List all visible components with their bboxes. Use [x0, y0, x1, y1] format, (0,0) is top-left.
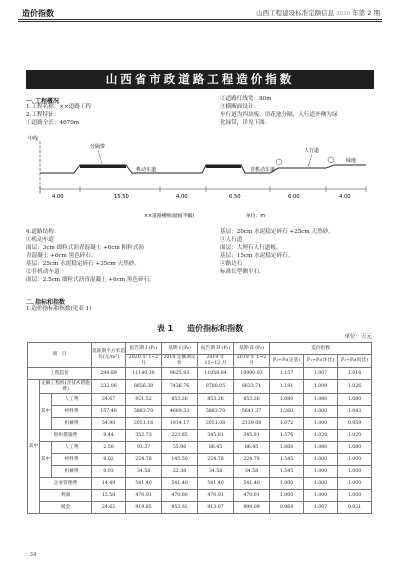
- cell: 8780.05: [198, 380, 234, 394]
- cell: 1.157: [270, 368, 304, 380]
- cell: 1.260: [270, 406, 304, 418]
- cell: 6.02: [92, 454, 126, 466]
- dim-6: 4.00: [339, 194, 351, 200]
- nonmotor-lane-label: 非机动车道: [250, 167, 276, 173]
- cell: 8633.71: [234, 380, 270, 394]
- cell: 913.07: [198, 502, 234, 514]
- header-index-fixed: P₁÷P₀(定基): [270, 355, 304, 368]
- cell: 14.49: [92, 478, 126, 490]
- cell: 223.85: [162, 430, 198, 442]
- table-row: [28, 490, 372, 502]
- cell: 145.50: [162, 454, 198, 466]
- header-report: 报告期 I (P₁): [126, 343, 162, 355]
- structure-right-1: 基层：20cm 水泥稳定碎石 +25cm 天然砂。: [220, 229, 334, 235]
- journal-year: 2020: [336, 11, 351, 17]
- cell: 9.44: [92, 430, 126, 442]
- cell: 470.01: [234, 490, 270, 502]
- cell: 919.85: [126, 502, 162, 514]
- header-base2-sub: 2019 年 1~2 月: [234, 355, 270, 368]
- cell: 1.080: [338, 394, 372, 406]
- cell: 345.81: [234, 430, 270, 442]
- green-belt-label: 绿地: [346, 158, 357, 164]
- cross-section-desc-1: 车行道为四块板，用花池分隔，人行道外侧为绿: [220, 112, 338, 118]
- cell: 1.545: [270, 454, 304, 466]
- cell: 34.58: [234, 466, 270, 478]
- structure-right-5: ④路边石: [220, 261, 243, 267]
- overview-heading: 一､工程概况: [26, 98, 60, 105]
- row-label: 工程造价: [28, 368, 92, 380]
- cross-section-heading: ③横断面设计：: [220, 104, 260, 110]
- row-label: 材料费: [52, 454, 92, 466]
- table-unit: 单位：万元: [344, 334, 372, 340]
- cell: 1.000: [270, 478, 304, 490]
- sidewalk-label: 人行道: [304, 148, 320, 154]
- header-index-yoy: P₂÷P₀(同比): [338, 355, 372, 368]
- structure-left-1: ①机动车道: [26, 237, 54, 243]
- index-table: [27, 342, 372, 514]
- cell: 1.043: [338, 406, 372, 418]
- cell: 34.58: [126, 466, 162, 478]
- structure-left-5: ②非机动车道: [26, 269, 60, 275]
- cell: 93.37: [126, 442, 162, 454]
- cell: 11058.84: [198, 368, 234, 380]
- cell: 86.45: [198, 442, 234, 454]
- road-length: ①道路全长：4670m: [26, 120, 80, 126]
- cell: 1.000: [304, 418, 338, 430]
- row-label: 机械费: [52, 466, 92, 478]
- header-rule: [18, 19, 382, 20]
- cell: 352.73: [126, 430, 162, 442]
- cell: 1.000: [338, 490, 372, 502]
- cell: 86.45: [234, 442, 270, 454]
- journal-name: 山西工程建设标准定额信息: [256, 9, 335, 17]
- cell: 1.080: [304, 442, 338, 454]
- group-label: 其中: [40, 442, 52, 478]
- cell: 34.58: [198, 466, 234, 478]
- header-index-ring: P₁÷P₂(环比): [304, 355, 338, 368]
- row-label: 利润: [40, 490, 92, 502]
- structure-heading: 4.道路结构：: [26, 229, 60, 235]
- cross-section-desc-2: 化绿带，详见下图：: [220, 120, 271, 126]
- cell: 921.52: [126, 394, 162, 406]
- header-item: 项 目: [28, 343, 92, 368]
- structure-left-2: 面层：3cm 细粒式沥青混凝土 +6cm 粗粒式沥: [26, 245, 144, 251]
- median-strip: [80, 165, 126, 168]
- cell: 0.921: [338, 502, 372, 514]
- cell: 1.009: [304, 380, 338, 394]
- cell: 4669.33: [162, 406, 198, 418]
- section-label: 造价指数: [22, 9, 54, 18]
- structure-right-2: ③人行道: [220, 237, 243, 243]
- cell: 1.000: [338, 478, 372, 490]
- cell: 0.93: [92, 466, 126, 478]
- cell: 2139.08: [234, 418, 270, 430]
- cell: 470.01: [198, 490, 234, 502]
- row-label: 人工费: [52, 394, 92, 406]
- cell: 1.007: [304, 368, 338, 380]
- cell: 224.78: [234, 454, 270, 466]
- structure-left-6: 面层：2.5cm 细粒式沥青混凝土 +6cm 黑色碎石。: [26, 277, 155, 283]
- cell: 1.000: [304, 466, 338, 478]
- cell: 853.26: [234, 394, 270, 406]
- page-number: · 34 ·: [26, 552, 40, 558]
- cell: 1.007: [304, 502, 338, 514]
- header-index: 造价指数: [270, 343, 372, 355]
- row-label: 税金: [40, 502, 92, 514]
- cross-section-diagram: [26, 131, 376, 223]
- cell: 2051.16: [126, 418, 162, 430]
- header-report-sub: 2020 年 1~2 月: [126, 355, 162, 368]
- table-row: [28, 418, 372, 430]
- header-base-metric: 基准期平方米造价(元/m²): [92, 343, 126, 368]
- cell: 1.080: [304, 394, 338, 406]
- group-label: 其中: [40, 394, 52, 430]
- outer-group-label: 其中: [28, 380, 40, 514]
- motor-lane-label: 机动车道: [136, 167, 157, 173]
- cell: 5641.37: [234, 406, 270, 418]
- cell: 22.38: [162, 466, 198, 478]
- table-row: [28, 466, 372, 478]
- cell: 232.06: [92, 380, 126, 394]
- cell: 1.080: [270, 394, 304, 406]
- dim-3: 4.00: [176, 194, 188, 200]
- structure-right-4: 基层：15cm 水泥稳定碎石。: [220, 253, 294, 259]
- cell: 1.000: [338, 454, 372, 466]
- cell: 298.89: [92, 368, 126, 380]
- index-heading: 二､指标和指数: [26, 299, 66, 306]
- header-base1-sub: 2018 定额期定价: [163, 355, 196, 366]
- cell: 0.964: [270, 502, 304, 514]
- cell: 1.020: [304, 430, 338, 442]
- table-name: 造价指标和指数: [187, 324, 244, 333]
- diagram-unit: 单位：m: [246, 214, 266, 219]
- cell: 1.000: [304, 478, 338, 490]
- cell: 55.96: [162, 442, 198, 454]
- table-title: [0, 323, 400, 334]
- table-row: [28, 478, 372, 490]
- median-label: 分隔带: [90, 144, 106, 150]
- table-row: [28, 406, 372, 418]
- cell: 24.67: [92, 394, 126, 406]
- cell: 1.014: [338, 368, 372, 380]
- tree-icon: [276, 159, 282, 165]
- cell: 953.92: [162, 502, 198, 514]
- cell: 2051.08: [198, 418, 234, 430]
- cell: 1.576: [270, 430, 304, 442]
- header-base1: 基期 I (P₀): [162, 343, 198, 355]
- page-title: 山西省市政道路工程造价指数: [26, 70, 374, 89]
- cell: 1.000: [270, 490, 304, 502]
- cell: 853.26: [198, 394, 234, 406]
- cell: 541.40: [126, 478, 162, 490]
- project-name: 1.工程名称：××道路工程: [26, 104, 92, 110]
- table-row: [28, 380, 372, 394]
- cell: 1.080: [338, 442, 372, 454]
- cell: 1.668: [270, 442, 304, 454]
- row-label: 材料费: [52, 406, 92, 418]
- cell: 1.000: [338, 466, 372, 478]
- cell: 1.020: [338, 430, 372, 442]
- table-label: 表 1: [156, 324, 174, 333]
- cell: 11140.38: [126, 368, 162, 380]
- cell: 1.545: [270, 466, 304, 478]
- table-row: [28, 454, 372, 466]
- cell: 24.62: [92, 502, 126, 514]
- cell: 8856.38: [126, 380, 162, 394]
- cell: 157.49: [92, 406, 126, 418]
- dim-1: 4.00: [52, 194, 64, 200]
- cell: 5883.70: [126, 406, 162, 418]
- cell: 9625.93: [162, 368, 198, 380]
- header-report2-sub: 2019 年 11~12 月: [198, 355, 234, 368]
- cell: 1.026: [338, 380, 372, 394]
- cell: 54.90: [92, 418, 126, 430]
- cell: 1914.17: [162, 418, 198, 430]
- cell: 1.000: [304, 454, 338, 466]
- cell: 1.072: [270, 418, 304, 430]
- diagram-caption: ××道路横断面图(半幅): [144, 214, 195, 219]
- cell: 999.09: [234, 502, 270, 514]
- row-label: 企业管理费: [40, 478, 92, 490]
- cell: 10990.03: [234, 368, 270, 380]
- dim-4: 6.50: [229, 194, 241, 200]
- cell: 12.58: [92, 490, 126, 502]
- structure-right-3: 面层：大理石人行道板。: [220, 245, 282, 251]
- divider-strip: [206, 165, 241, 168]
- cell: 853.26: [162, 394, 198, 406]
- cell: 1.000: [304, 490, 338, 502]
- row-label: 组织措施费: [40, 430, 92, 442]
- row-label: 机械费: [52, 418, 92, 430]
- cell: 224.78: [126, 454, 162, 466]
- structure-left-4: 基层：25cm 水泥稳定碎石 +35cm 天然砂。: [26, 261, 140, 267]
- table-row: [28, 368, 372, 380]
- dim-2: 15.50: [114, 194, 129, 200]
- center-line-label: 中线: [28, 136, 39, 142]
- dim-5: 6.00: [288, 194, 300, 200]
- journal-issue: 年第 2 期: [352, 9, 380, 17]
- row-label: 定额工程机(含技术措施费): [41, 380, 90, 392]
- features-heading: 2.工程特征：: [26, 112, 60, 118]
- header-base2: 基期 II (P₀): [234, 343, 270, 355]
- structure-left-3: 青混凝土 +6cm 黑色碎石。: [26, 253, 97, 259]
- table-row: [28, 430, 372, 442]
- cell: 470.00: [162, 490, 198, 502]
- index-subheading: 1.造价指标和指数(见表 1): [26, 306, 92, 312]
- cell: 0.959: [338, 418, 372, 430]
- cell: 1.191: [270, 380, 304, 394]
- cell: 470.01: [126, 490, 162, 502]
- cell: 224.78: [198, 454, 234, 466]
- header-rule-thin: [18, 21, 382, 22]
- table-row: [28, 442, 372, 454]
- cell: 7436.76: [162, 380, 198, 394]
- cell: 1.000: [304, 406, 338, 418]
- cell: 2.50: [92, 442, 126, 454]
- cell: 541.40: [162, 478, 198, 490]
- row-label: 人工费: [52, 442, 92, 454]
- journal-header: [256, 8, 380, 17]
- red-line-width: ②道路红线宽：80m: [220, 96, 272, 102]
- header-report2: 报告期 II (P₂): [198, 343, 234, 355]
- cell: 5883.70: [198, 406, 234, 418]
- structure-right-6: 标准长型侧平石。: [220, 269, 265, 275]
- table-row: [28, 502, 372, 514]
- cell: 541.40: [198, 478, 234, 490]
- table-row: [28, 394, 372, 406]
- tree-icon: [328, 157, 334, 163]
- cell: 541.40: [234, 478, 270, 490]
- cell: 345.81: [198, 430, 234, 442]
